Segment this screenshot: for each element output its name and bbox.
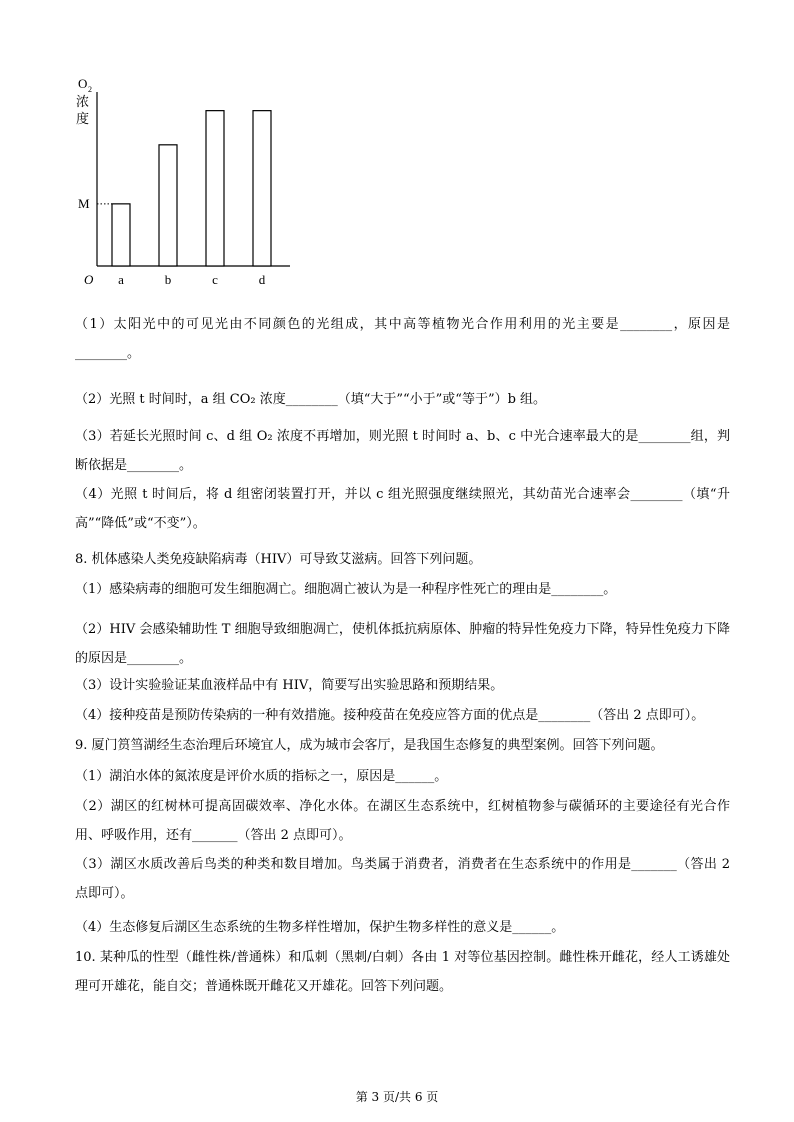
y-axis-label-o: O <box>78 76 88 91</box>
paragraph: （2）光照 t 时间时，a 组 CO₂ 浓度________（填“大于”“小于”或“等于”）b 组。 <box>75 392 547 407</box>
paragraph: 8. 机体感染人类免疫缺陷病毒（HIV）可导致艾滋病。回答下列问题。 <box>75 552 482 567</box>
x-tick-label-c: c <box>212 272 218 287</box>
bar-chart <box>70 72 310 292</box>
paragraph: （3）若延长光照时间 c、d 组 O₂ 浓度不再增加，则光照 t 时间时 a、b、c 中光合速率最大的是________组，判断依据是________。 <box>75 429 730 473</box>
y-axis-label-nong: 浓 <box>76 95 90 110</box>
paragraph: 9. 厦门筼筜湖经生态治理后环境宜人，成为城市会客厅，是我国生态修复的典型案例。回答下列问题。 <box>75 738 664 753</box>
x-tick-label-d: d <box>258 272 266 287</box>
x-tick-label-a: a <box>118 272 124 287</box>
paragraph: （4）接种疫苗是预防传染病的一种有效措施。接种疫苗在免疫应答方面的优点是________（答出 2 点即可）。 <box>75 708 705 723</box>
paragraph: （4）光照 t 时间后，将 d 组密闭装置打开，并以 c 组光照强度继续照光，其幼苗光合速率会________（填“升高”“降低”或“不变”）。 <box>75 487 730 531</box>
paragraph: （1）感染病毒的细胞可发生细胞凋亡。细胞凋亡被认为是一种程序性死亡的理由是________。 <box>75 582 617 597</box>
paragraph: （3）设计实验验证某血液样品中有 HIV，简要写出实验思路和预期结果。 <box>75 678 504 693</box>
x-tick-label-b: b <box>164 272 172 287</box>
y-axis-label-du: 度 <box>76 112 90 127</box>
paragraph: （1）湖泊水体的氮浓度是评价水质的指标之一，原因是______。 <box>75 769 448 784</box>
bar-d <box>253 111 271 266</box>
paragraph: （2）HIV 会感染辅助性 T 细胞导致细胞凋亡，使机体抵抗病原体、肿瘤的特异性免疫力下降，特异性免疫力下降的原因是________。 <box>75 622 730 666</box>
bar-c <box>206 111 224 266</box>
paragraph: （4）生态修复后湖区生态系统的生物多样性增加，保护生物多样性的意义是______。 <box>75 920 565 935</box>
y-marker-label: M <box>78 195 90 211</box>
paragraph: （1）太阳光中的可见光由不同颜色的光组成，其中高等植物光合作用利用的光主要是________，原因是________。 <box>75 317 730 361</box>
y-axis-label-subscript: 2 <box>88 85 92 94</box>
bar-a <box>112 204 130 266</box>
paragraph: 10. 某种瓜的性型（雌性株/普通株）和瓜刺（黑刺/白刺）各由 1 对等位基因控制。雌性株开雌花，经人工诱雄处理可开雄花，能自交；普通株既开雌花又开雄花。回答下列问题。 <box>75 950 730 994</box>
paragraph: （2）湖区的红树林可提高固碳效率、净化水体。在湖区生态系统中，红树植物参与碳循环的主要途径有光合作用、呼吸作用，还有_______（答出 2 点即可）。 <box>75 799 730 843</box>
bar-b <box>159 145 177 266</box>
page-footer: 第 3 页/共 6 页 <box>355 1090 439 1104</box>
origin-label: O <box>84 272 94 287</box>
paragraph: （3）湖区水质改善后鸟类的种类和数目增加。鸟类属于消费者，消费者在生态系统中的作用是_______（答出 2 点即可）。 <box>75 857 735 901</box>
